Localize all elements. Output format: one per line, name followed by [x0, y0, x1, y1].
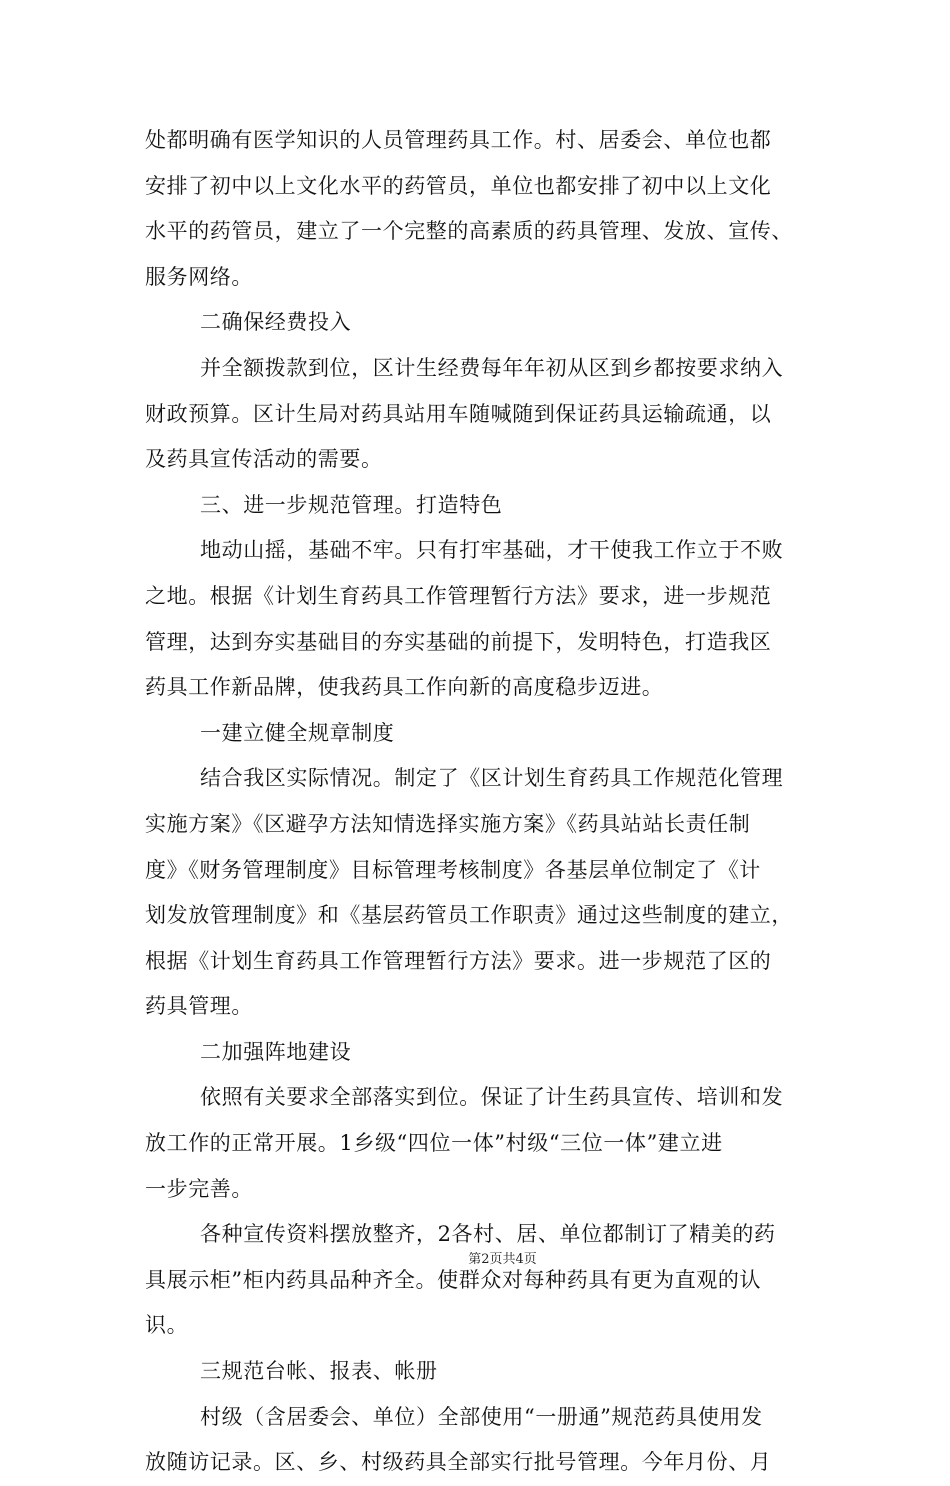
text-line: 二确保经费投入	[200, 310, 352, 335]
text-line: 依照有关要求全部落实到位。保证了计生药具宣传、培训和发	[200, 1085, 784, 1110]
text-line: 水平的药管员，建立了一个完整的高素质的药具管理、发放、宣传、	[145, 219, 793, 244]
text-line: 及药具宣传活动的需要。	[145, 447, 383, 472]
text-line: 划发放管理制度》和《基层药管员工作职责》通过这些制度的建立，	[145, 903, 793, 928]
text-line: 村级（含居委会、单位）全部使用“一册通”规范药具使用发	[200, 1404, 763, 1429]
text-line: 放随访记录。区、乡、村级药具全部实行批号管理。今年月份、月	[145, 1450, 772, 1475]
text-line: 结合我区实际情况。制定了《区计划生育药具工作规范化管理	[200, 766, 784, 791]
page-footer	[0, 1248, 950, 1267]
text-line: 管理，达到夯实基础目的夯实基础的前提下，发明特色，打造我区	[145, 629, 772, 654]
text-line: 识。	[145, 1313, 189, 1338]
text-line: 安排了初中以上文化水平的药管员，单位也都安排了初中以上文化	[145, 173, 772, 198]
text-line: 地动山摇，基础不牢。只有打牢基础，才干使我工作立于不败	[200, 538, 784, 563]
text-line: 三规范台帐、报表、帐册	[200, 1359, 438, 1384]
text-line: 一建立健全规章制度	[200, 720, 395, 745]
text-line: 财政预算。区计生局对药具站用车随喊随到保证药具运输疏通，以	[145, 401, 772, 426]
document-body	[145, 118, 815, 1486]
text-line: 各种宣传资料摆放整齐，2各村、居、单位都制订了精美的药	[200, 1222, 776, 1247]
text-line: 二加强阵地建设	[200, 1039, 352, 1064]
text-line: 度》《财务管理制度》目标管理考核制度》各基层单位制定了《计	[145, 857, 761, 882]
text-line: 三、进一步规范管理。打造特色	[200, 492, 503, 517]
text-line: 处都明确有医学知识的人员管理药具工作。村、居委会、单位也都	[145, 128, 772, 152]
text-line: 放工作的正常开展。1乡级“四位一体”村级“三位一体”建立进	[145, 1131, 723, 1156]
text-line: 根据《计划生育药具工作管理暂行方法》要求。进一步规范了区的	[145, 948, 772, 973]
text-line: 具展示柜”柜内药具品种齐全。使群众对每种药具有更为直观的认	[145, 1267, 762, 1292]
text-line: 药具管理。	[145, 994, 253, 1019]
text-line: 实施方案》《区避孕方法知情选择实施方案》《药具站站长责任制	[145, 811, 751, 836]
text-line: 之地。根据《计划生育药具工作管理暂行方法》要求，进一步规范	[145, 583, 772, 608]
page-number: 第2页共4页	[468, 1252, 537, 1267]
text-line: 一步完善。	[145, 1176, 253, 1201]
text-line: 服务网络。	[145, 264, 253, 289]
text-line: 并全额拨款到位，区计生经费每年年初从区到乡都按要求纳入	[200, 355, 784, 380]
text-line: 药具工作新品牌，使我药具工作向新的高度稳步迈进。	[145, 675, 664, 700]
